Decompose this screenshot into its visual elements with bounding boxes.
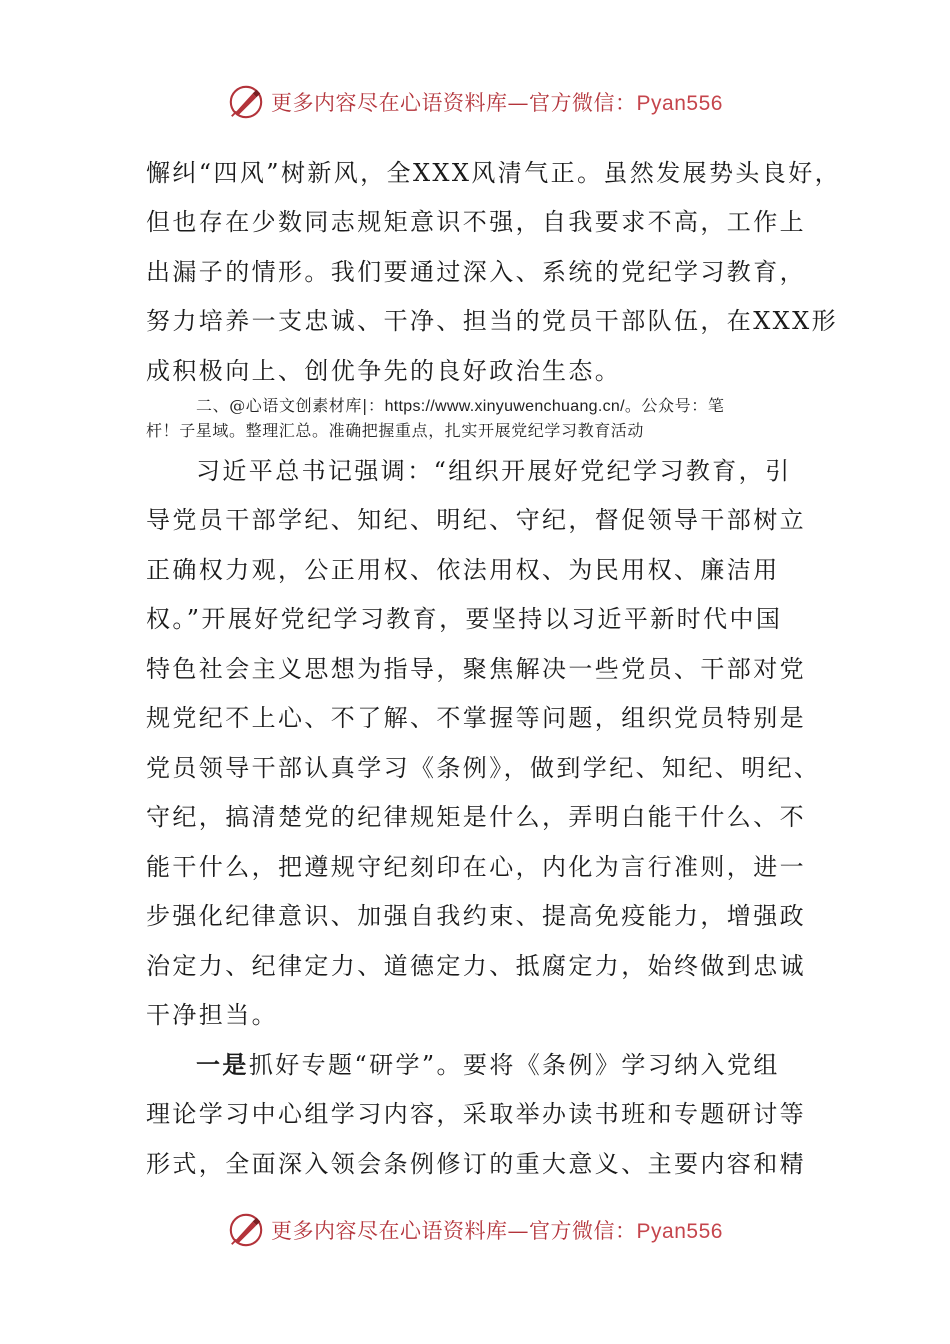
heading-prefix: 二、@心语文创素材库|： xyxy=(196,396,385,415)
paragraph-line: 出漏子的情形。我们要通过深入、系统的党纪学习教育， xyxy=(146,258,806,286)
banner-wechat-id: Pyan556 xyxy=(636,1220,723,1243)
banner-text xyxy=(271,87,723,117)
pen-logo-icon xyxy=(227,83,265,121)
paragraph-line: 成积极向上、创优争先的良好政治生态。 xyxy=(146,357,622,385)
banner-wechat-id: Pyan556 xyxy=(636,92,723,115)
paragraph-line: 习近平总书记强调：“组织开展好党纪学习教育，引 xyxy=(196,457,792,485)
paragraph-line: 导党员干部学纪、知纪、明纪、守纪，督促领导干部树立 xyxy=(146,506,806,534)
footer-banner xyxy=(0,1208,950,1252)
banner-label: 更多内容尽在心语资料库—官方微信： xyxy=(271,1219,637,1243)
heading-url: https://www.xinyuwenchuang.cn/ xyxy=(384,398,625,415)
paragraph-line: 能干什么，把遵规守纪刻印在心，内化为言行准则，进一 xyxy=(146,853,806,881)
banner-label: 更多内容尽在心语资料库—官方微信： xyxy=(271,91,637,115)
paragraph-text: 抓好专题“研学”。要将《条例》学习纳入党组 xyxy=(248,1051,780,1079)
paragraph-line: 治定力、纪律定力、道德定力、抵腐定力，始终做到忠诚 xyxy=(146,952,806,980)
paragraph-line: 规党纪不上心、不了解、不掌握等问题，组织党员特别是 xyxy=(146,704,806,732)
section-heading-line2: 杆！子星域。整理汇总。准确把握重点，扎实开展党纪学习教育活动 xyxy=(146,421,645,440)
paragraph-line: 干净担当。 xyxy=(146,1001,278,1029)
header-banner xyxy=(0,80,950,124)
emphasis-label: 一是 xyxy=(196,1050,249,1079)
section-heading-line1 xyxy=(196,396,724,417)
banner-text xyxy=(271,1215,723,1245)
paragraph-line-first xyxy=(196,1050,780,1080)
paragraph-line: 党员领导干部认真学习《条例》，做到学纪、知纪、明纪、 xyxy=(146,754,821,782)
paragraph-line: 步强化纪律意识、加强自我约束、提高免疫能力，增强政 xyxy=(146,902,806,930)
paragraph-line: 理论学习中心组学习内容，采取举办读书班和专题研讨等 xyxy=(146,1100,806,1128)
paragraph-line: 形式，全面深入领会条例修订的重大意义、主要内容和精 xyxy=(146,1150,806,1178)
paragraph-line: 守纪，搞清楚党的纪律规矩是什么，弄明白能干什么、不 xyxy=(146,803,806,831)
paragraph-line: 但也存在少数同志规矩意识不强，自我要求不高，工作上 xyxy=(146,208,806,236)
paragraph-line: 正确权力观，公正用权、依法用权、为民用权、廉洁用 xyxy=(146,556,780,584)
paragraph-line: 特色社会主义思想为指导，聚焦解决一些党员、干部对党 xyxy=(146,655,806,683)
pen-logo-icon xyxy=(227,1211,265,1249)
heading-suffix: 。公众号：笔 xyxy=(624,396,725,415)
paragraph-line: 努力培养一支忠诚、干净、担当的党员干部队伍，在XXX形 xyxy=(146,307,839,335)
paragraph-line: 懈纠“四风”树新风，全XXX风清气正。虽然发展势头良好， xyxy=(146,159,841,187)
paragraph-line: 权。”开展好党纪学习教育，要坚持以习近平新时代中国 xyxy=(146,605,783,633)
